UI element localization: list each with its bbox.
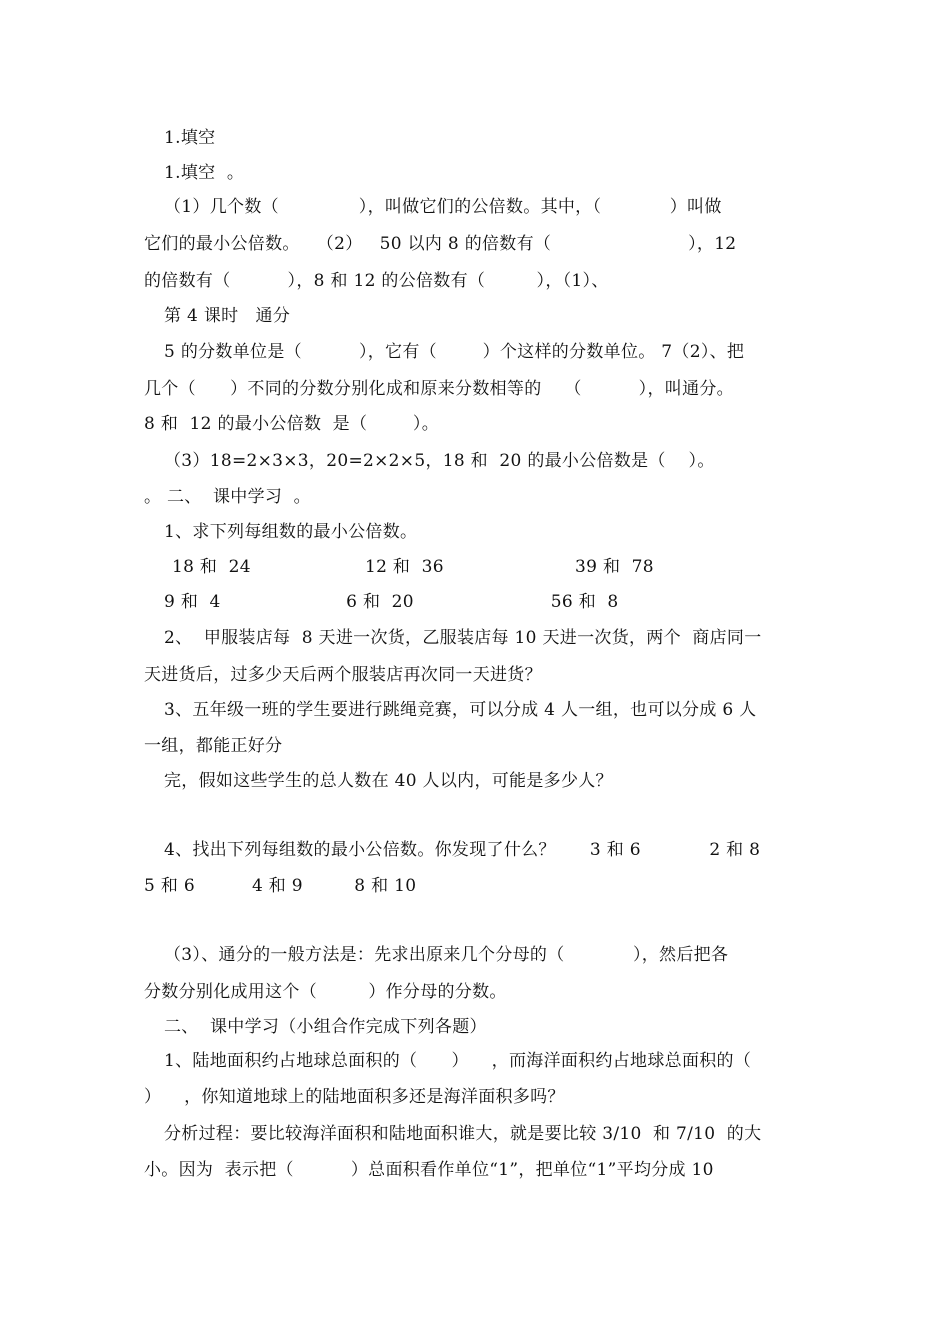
text-line: 小。因为 表示把（ ）总面积看作单位“1”，把单位“1”平均分成 10 [144,1160,714,1180]
number-pairs-row: 9 和 4 6 和 20 56 和 8 [164,592,619,612]
text-line: （3）18=2×3×3，20=2×2×5，18 和 20 的最小公倍数是（ ）。 [164,451,715,471]
question-1: 1、求下列每组数的最小公倍数。 [164,522,418,542]
text-line: 完，假如这些学生的总人数在 40 人以内，可能是多少人？ [164,771,613,791]
text-line: （1）几个数（ ），叫做它们的公倍数。其中，（ ）叫做 [164,197,722,217]
question-3: 3、五年级一班的学生要进行跳绳竞赛，可以分成 4 人一组，也可以分成 6 人 [164,700,757,720]
question-2: 2、 甲服装店每 8 天进一次货，乙服装店每 10 天进一次货，两个 商店同一 [164,628,762,648]
text-line: 分数分别化成用这个（ ）作分母的分数。 [144,982,507,1002]
text-line: 天进货后，过多少天后两个服装店再次同一天进货？ [144,665,542,685]
text-line: 的倍数有（ ），8 和 12 的公倍数有（ ），（1）、 [144,271,609,291]
text-line: 一组，都能正好分 [144,736,283,756]
section-heading: 。 二、 课中学习 。 [144,487,311,507]
text-line: ） ，你知道地球上的陆地面积多还是海洋面积多吗？ [144,1087,565,1107]
text-line: 几个（ ）不同的分数分别化成和原来分数相等的 （ ），叫通分。 [144,379,734,399]
number-pairs-row: 18 和 24 12 和 36 39 和 78 [172,557,654,577]
question-4: 4、找出下列每组数的最小公倍数。你发现了什么？ 3 和 6 2 和 8 [164,840,761,860]
number-pairs-row: 5 和 6 4 和 9 8 和 10 [144,876,417,896]
text-line: （3）、通分的一般方法是：先求出原来几个分母的（ ），然后把各 [164,945,729,965]
text-line: 5 的分数单位是（ ），它有（ ）个这样的分数单位。 7（2）、把 [164,342,745,362]
lesson-title: 第 4 课时 通分 [164,306,291,326]
question-land-sea: 1、陆地面积约占地球总面积的（ ） ，而海洋面积约占地球总面积的（ [164,1051,752,1071]
heading-fill-blank: 1.填空 [164,128,216,148]
heading-fill-blank-repeat: 1.填空 。 [164,163,245,183]
text-line: 它们的最小公倍数。 （2） 50 以内 8 的倍数有（ ），12 [144,234,737,254]
analysis-text: 分析过程：要比较海洋面积和陆地面积谁大，就是要比较 3/10 和 7/10 的大 [164,1124,762,1144]
section-heading: 二、 课中学习（小组合作完成下列各题） [164,1017,487,1037]
text-line: 8 和 12 的最小公倍数 是（ ）。 [144,414,440,434]
